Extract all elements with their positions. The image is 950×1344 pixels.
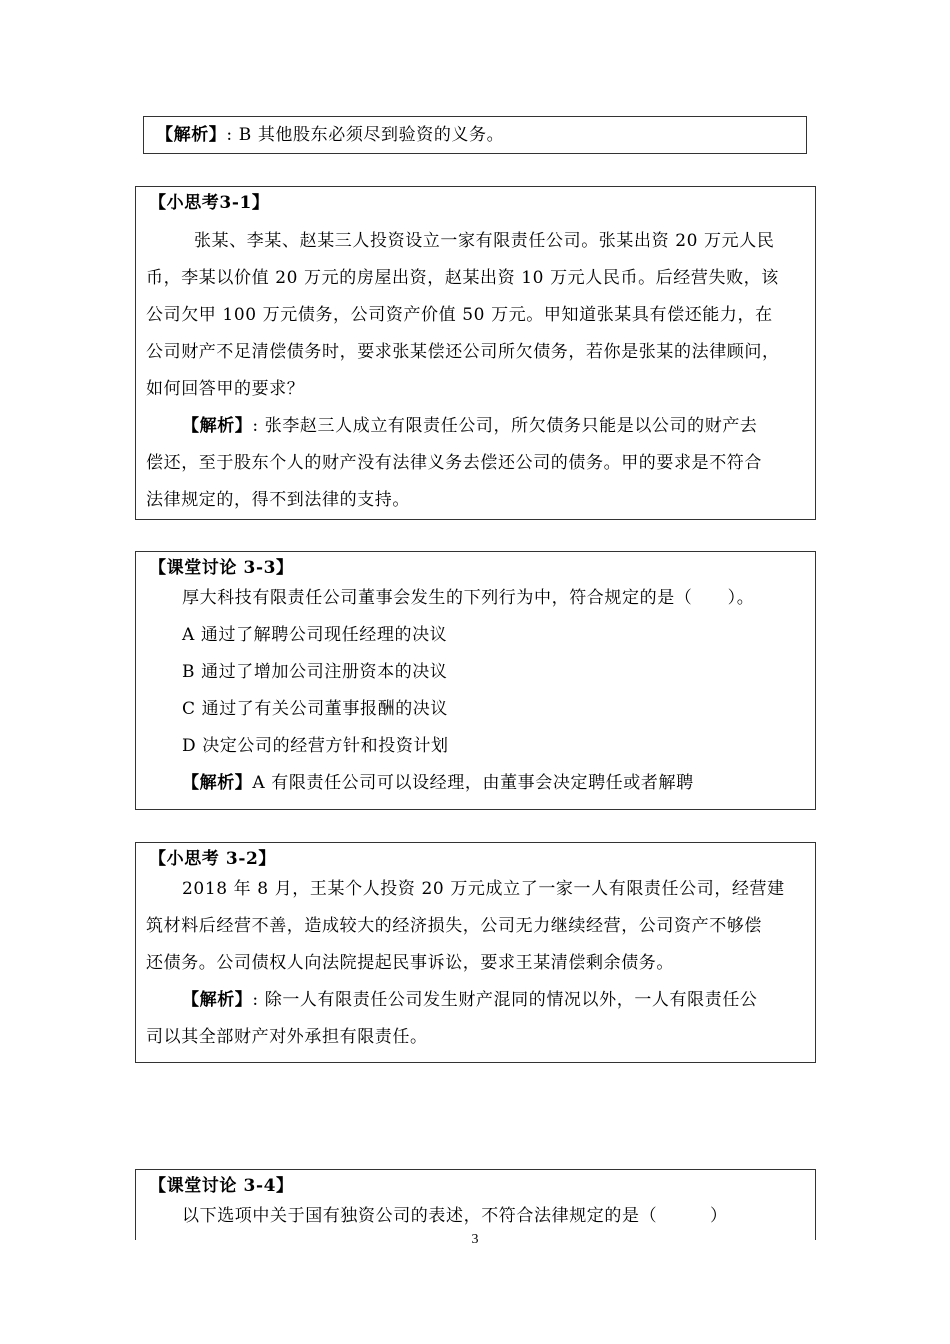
analysis-line [182,415,758,437]
analysis-label: 【解析】 [156,125,227,145]
box-title: 【小思考 3-2】 [149,849,277,869]
analysis-line [182,989,758,1011]
analysis-text: : 张李赵三人成立有限责任公司，所欠债务只能是以公司的财产去 [252,416,758,436]
option-c: C 通过了有关公司董事报酬的决议 [182,699,449,719]
body-line: 筑材料后经营不善，造成较大的经济损失，公司无力继续经营，公司资产不够偿 [146,916,762,936]
body-line: 公司财产不足清偿债务时，要求张某偿还公司所欠债务，若你是张某的法律顾问， [146,342,780,362]
page-footer-area [0,1240,950,1344]
question-text: 以下选项中关于国有独资公司的表述，不符合法律规定的是（ ） [182,1206,728,1226]
box-title: 【课堂讨论 3-4】 [149,1176,294,1196]
option-a: A 通过了解聘公司现任经理的决议 [182,625,448,645]
discussion-box-3-3 [135,551,816,810]
body-line: 2018 年 8 月，王某个人投资 20 万元成立了一家一人有限责任公司，经营建 [182,879,785,899]
body-line: 还债务。公司债权人向法院提起民事诉讼，要求王某清偿剩余债务。 [146,953,674,973]
analysis-text: : B 其他股东必须尽到验资的义务。 [226,125,505,145]
body-line: 币，李某以价值 20 万元的房屋出资，赵某出资 10 万元人民币。后经营失败，该 [146,268,779,288]
option-d: D 决定公司的经营方针和投资计划 [182,736,449,756]
analysis-line [156,124,504,146]
thinking-box-3-2 [135,842,816,1063]
analysis-label: 【解析】 [182,990,253,1010]
analysis-line: 司以其全部财产对外承担有限责任。 [146,1027,428,1047]
analysis-text: : 除一人有限责任公司发生财产混同的情况以外，一人有限责任公 [252,990,758,1010]
option-b: B 通过了增加公司注册资本的决议 [182,662,448,682]
thinking-box-3-1 [135,186,816,520]
analysis-label: 【解析】 [182,773,253,793]
analysis-line: 偿还，至于股东个人的财产没有法律义务去偿还公司的债务。甲的要求是不符合 [146,453,762,473]
box-title: 【课堂讨论 3-3】 [149,558,294,578]
body-line: 如何回答甲的要求？ [146,379,305,399]
analysis-label: 【解析】 [182,416,253,436]
question-text: 厚大科技有限责任公司董事会发生的下列行为中，符合规定的是（ ）。 [182,588,755,608]
page-number: 3 [471,1232,479,1247]
analysis-text: A 有限责任公司可以设经理，由董事会决定聘任或者解聘 [252,773,694,793]
analysis-line [182,772,694,794]
body-line: 张某、李某、赵某三人投资设立一家有限责任公司。张某出资 20 万元人民 [194,231,775,251]
analysis-line: 法律规定的，得不到法律的支持。 [146,490,410,510]
body-line: 公司欠甲 100 万元债务，公司资产价值 50 万元。甲知道张某具有偿还能力，在 [146,305,773,325]
box-title: 【小思考3-1】 [149,193,270,213]
analysis-box-1 [143,116,807,154]
